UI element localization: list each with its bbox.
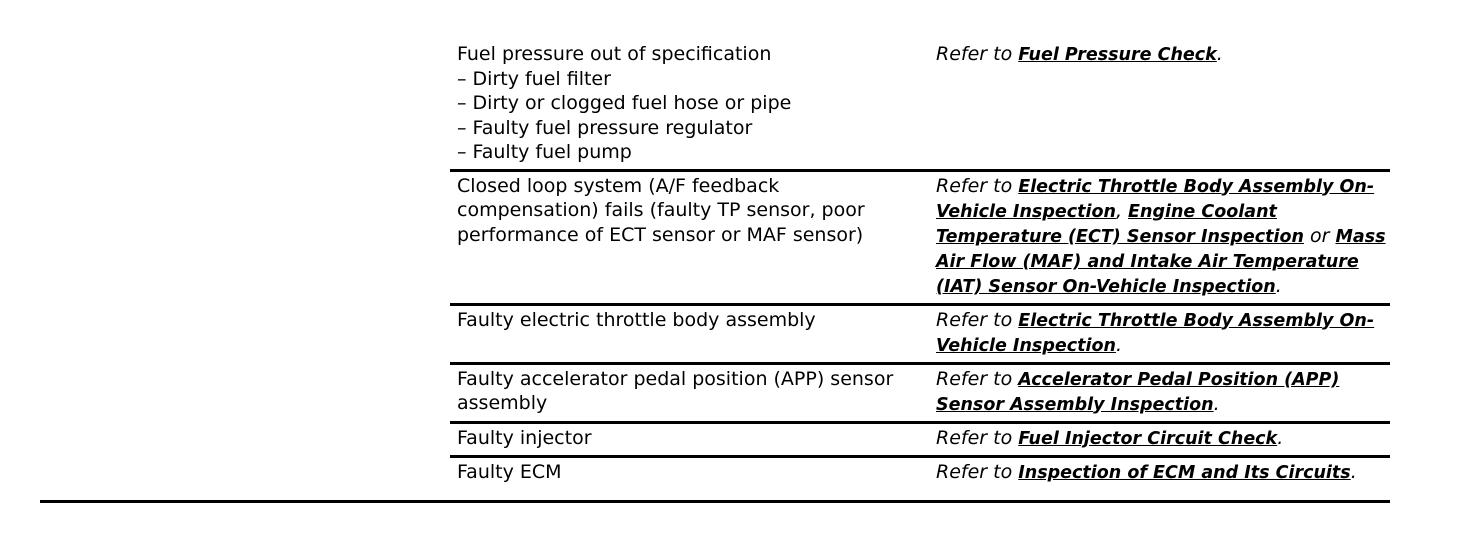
action-cell (928, 172, 1390, 303)
cause-cell (450, 458, 928, 489)
refer-to-text: Refer to (936, 43, 1019, 65)
refer-to-text: Refer to (936, 367, 1019, 390)
cause-line: Faulty accelerator pedal position (APP) sensor (457, 367, 894, 390)
cause-cell (450, 306, 928, 362)
action-suffix: . (1115, 333, 1122, 356)
action-cell (928, 458, 1390, 489)
separator-text: or (1303, 224, 1336, 247)
table-row (450, 40, 1390, 169)
action-suffix: . (1213, 392, 1220, 415)
action-cell (928, 306, 1390, 362)
cause-line: Closed loop system (A/F feedback (457, 174, 780, 197)
refer-to-text: Refer to (936, 308, 1019, 331)
cause-line: – Dirty or clogged fuel hose or pipe (457, 92, 792, 114)
maf-iat-sensor-inspection-link[interactable]: Mass Air Flow (MAF) and Intake Air Temperature (IAT) Sensor On-Vehicle Inspection (936, 226, 1386, 297)
action-cell (928, 40, 1390, 169)
cause-cell (450, 424, 928, 455)
troubleshooting-table (450, 40, 1390, 489)
refer-to-text: Refer to (936, 426, 1019, 449)
fuel-pressure-check-link[interactable]: Fuel Pressure Check (1018, 45, 1217, 65)
cause-line: – Faulty fuel pressure regulator (457, 116, 753, 139)
throttle-body-inspection-link[interactable]: Electric Throttle Body Assembly On-Vehicle Inspection (936, 310, 1375, 356)
cause-line: Faulty ECM (457, 460, 562, 483)
action-cell (928, 424, 1390, 455)
table-row (450, 169, 1390, 303)
cause-line: Fuel pressure out of specification (457, 43, 772, 65)
cause-line: performance of ECT sensor or MAF sensor) (457, 223, 864, 246)
fuel-injector-circuit-check-link[interactable]: Fuel Injector Circuit Check (1018, 428, 1278, 449)
cause-line: assembly (457, 392, 548, 414)
refer-to-text: Refer to (936, 460, 1019, 483)
app-sensor-inspection-link[interactable]: Accelerator Pedal Position (APP) Sensor Assembly Inspection (936, 369, 1340, 415)
table-bottom-rule (40, 500, 1390, 503)
table-row (450, 421, 1390, 455)
cause-cell (450, 40, 928, 169)
table-row (450, 455, 1390, 489)
throttle-body-inspection-link[interactable]: Electric Throttle Body Assembly On-Vehicle Inspection (936, 176, 1375, 222)
ecm-inspection-link[interactable]: Inspection of ECM and Its Circuits (1018, 462, 1351, 483)
ect-sensor-inspection-link[interactable]: Engine Coolant Temperature (ECT) Sensor Inspection (936, 201, 1304, 247)
table-row (450, 362, 1390, 421)
cause-line: – Dirty fuel filter (457, 67, 611, 90)
cause-line: – Faulty fuel pump (457, 141, 632, 163)
action-cell (928, 365, 1390, 421)
action-suffix: . (1216, 43, 1223, 65)
cause-line: compensation) fails (faulty TP sensor, poor (457, 199, 865, 221)
refer-to-text: Refer to (936, 174, 1019, 197)
cause-cell (450, 172, 928, 303)
action-suffix: . (1277, 426, 1284, 449)
cause-line: Faulty electric throttle body assembly (457, 308, 816, 331)
separator-text: , (1115, 199, 1129, 222)
cause-cell (450, 365, 928, 421)
table-row (450, 303, 1390, 362)
action-suffix: . (1350, 460, 1357, 483)
action-suffix: . (1275, 274, 1282, 297)
cause-line: Faulty injector (457, 426, 592, 449)
